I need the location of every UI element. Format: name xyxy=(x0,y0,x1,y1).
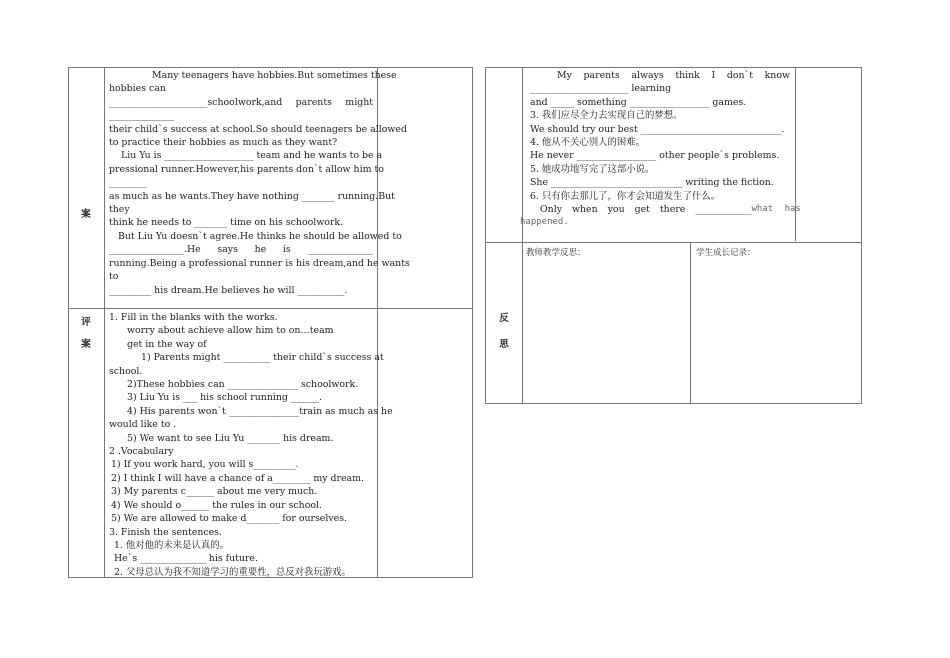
passage-line: as much as he wants.They have nothing _______ running.But xyxy=(109,190,395,202)
reflect-label-fan: 反 xyxy=(499,313,509,324)
right-table xyxy=(485,67,862,404)
continued-line: and _____ something _________________ games. xyxy=(530,96,747,108)
continued-line: Only when you get there ____________ xyxy=(540,204,752,216)
continued-line: My parents always think I don`t know xyxy=(557,70,790,81)
exercise-line: worry about achieve allow him to on…team xyxy=(127,325,334,337)
exercise-line: get in the way of xyxy=(127,338,207,350)
right-label-column-divider xyxy=(522,68,523,403)
passage-line: _____________________schoolwork,and parents might xyxy=(109,96,373,108)
exercise-line: He`s ______________ his future. xyxy=(114,553,258,565)
passage-line: ________________.He says he is ______________ xyxy=(109,244,373,256)
exercises xyxy=(109,311,393,579)
row-label-ping: 评 xyxy=(81,317,91,328)
exercise-line: 2) I think I will have a chance of a________ my dream. xyxy=(111,472,365,484)
continued-line: 4. 他从不关心别人的困难。 xyxy=(530,137,646,149)
continued-line: 5. 她成功地写完了这部小说。 xyxy=(530,163,655,175)
exercise-line: 3. Finish the sentences. xyxy=(109,526,222,538)
left-table xyxy=(68,67,473,578)
continued-line: 6. 只有你去那儿了，你才会知道发生了什么。 xyxy=(530,190,721,202)
exercise-line: 3) Liu Yu is ___ his school running ______. xyxy=(127,392,322,404)
teacher-reflection-label: 教师教学反思： xyxy=(526,248,586,258)
passage-line: think he needs to _______ time on his schoolwork. xyxy=(109,217,344,229)
exercise-line: 2)These hobbies can _______________ schoolwork. xyxy=(127,379,359,391)
reading-passage xyxy=(109,69,410,297)
exercise-line: 3) My parents c______ about me very much. xyxy=(111,486,318,498)
exercise-line: 4) His parents won`t _______________train as much as he xyxy=(127,405,393,417)
passage-line: But Liu Yu doesn`t agree.He thinks he should be allowed to xyxy=(118,230,402,242)
left-label-column-divider xyxy=(104,68,105,577)
exercise-line: 2 .Vocabulary xyxy=(109,446,174,458)
row-label-an-2: 案 xyxy=(81,339,91,350)
passage-line: running.Being a professional runner is his dream,and he wants xyxy=(109,257,410,269)
continued-line-gray: happened. xyxy=(520,217,569,228)
exercise-line: would like to . xyxy=(109,419,177,431)
right-reflection-divider xyxy=(690,242,691,403)
passage-line: _________ his dream.He believes he will __________. xyxy=(109,284,348,296)
student-record-label: 学生成长记录： xyxy=(696,248,756,258)
passage-line: Many teenagers have hobbies.But sometimes these xyxy=(152,70,397,81)
passage-line: hobbies can xyxy=(109,83,166,95)
passage-line: to xyxy=(109,271,119,283)
exercise-line: 2. 父母总认为我不知道学习的重要性，总反对我玩游戏。 xyxy=(114,566,351,578)
reflect-label-si: 思 xyxy=(499,339,509,350)
passage-line: they xyxy=(109,204,130,216)
continued-line-gray: what has xyxy=(751,204,801,215)
exercise-line: 4) We should o______ the rules in our school. xyxy=(111,499,322,511)
continued-line: _____________________ learning xyxy=(530,83,672,95)
continued-line: We should try our best ______________________________. xyxy=(530,123,785,135)
translation-continued xyxy=(520,69,801,230)
exercise-line: 1. 他对他的未来是认真的。 xyxy=(114,539,230,551)
left-row-divider xyxy=(69,308,472,309)
exercise-line: 5) We are allowed to make d_______ for ourselves. xyxy=(111,513,347,525)
exercise-line: 1) If you work hard, you will s_________. xyxy=(111,459,299,471)
continued-line: He never _________________ other people`s problems. xyxy=(530,150,780,162)
exercise-line: 1) Parents might __________ their child`s success at xyxy=(141,352,384,364)
right-row-divider xyxy=(486,242,861,243)
passage-line: Liu Yu is ___________________ team and he wants to be a xyxy=(121,150,383,162)
left-notes-column-divider xyxy=(377,68,378,577)
passage-line: ________ xyxy=(109,177,147,189)
row-label-an: 案 xyxy=(81,209,91,220)
continued-line-row xyxy=(530,203,801,216)
passage-line: ______________ xyxy=(109,110,175,122)
exercise-line: school. xyxy=(109,365,143,377)
passage-line: to practice their hobbies as much as they want? xyxy=(109,137,338,149)
continued-line: She ____________________________ writing the fiction. xyxy=(530,177,774,189)
passage-line: pressional runner.However,his parents don`t allow him to xyxy=(109,163,384,175)
passage-line: their child`s success at school.So should teenagers be allowed xyxy=(109,123,407,135)
exercise-line: 5) We want to see Liu Yu _______ his dream. xyxy=(127,432,334,444)
exercise-line: 1. Fill in the blanks with the works. xyxy=(109,312,278,323)
continued-line: 3. 我们应尽全力去实现自己的梦想。 xyxy=(530,110,683,122)
